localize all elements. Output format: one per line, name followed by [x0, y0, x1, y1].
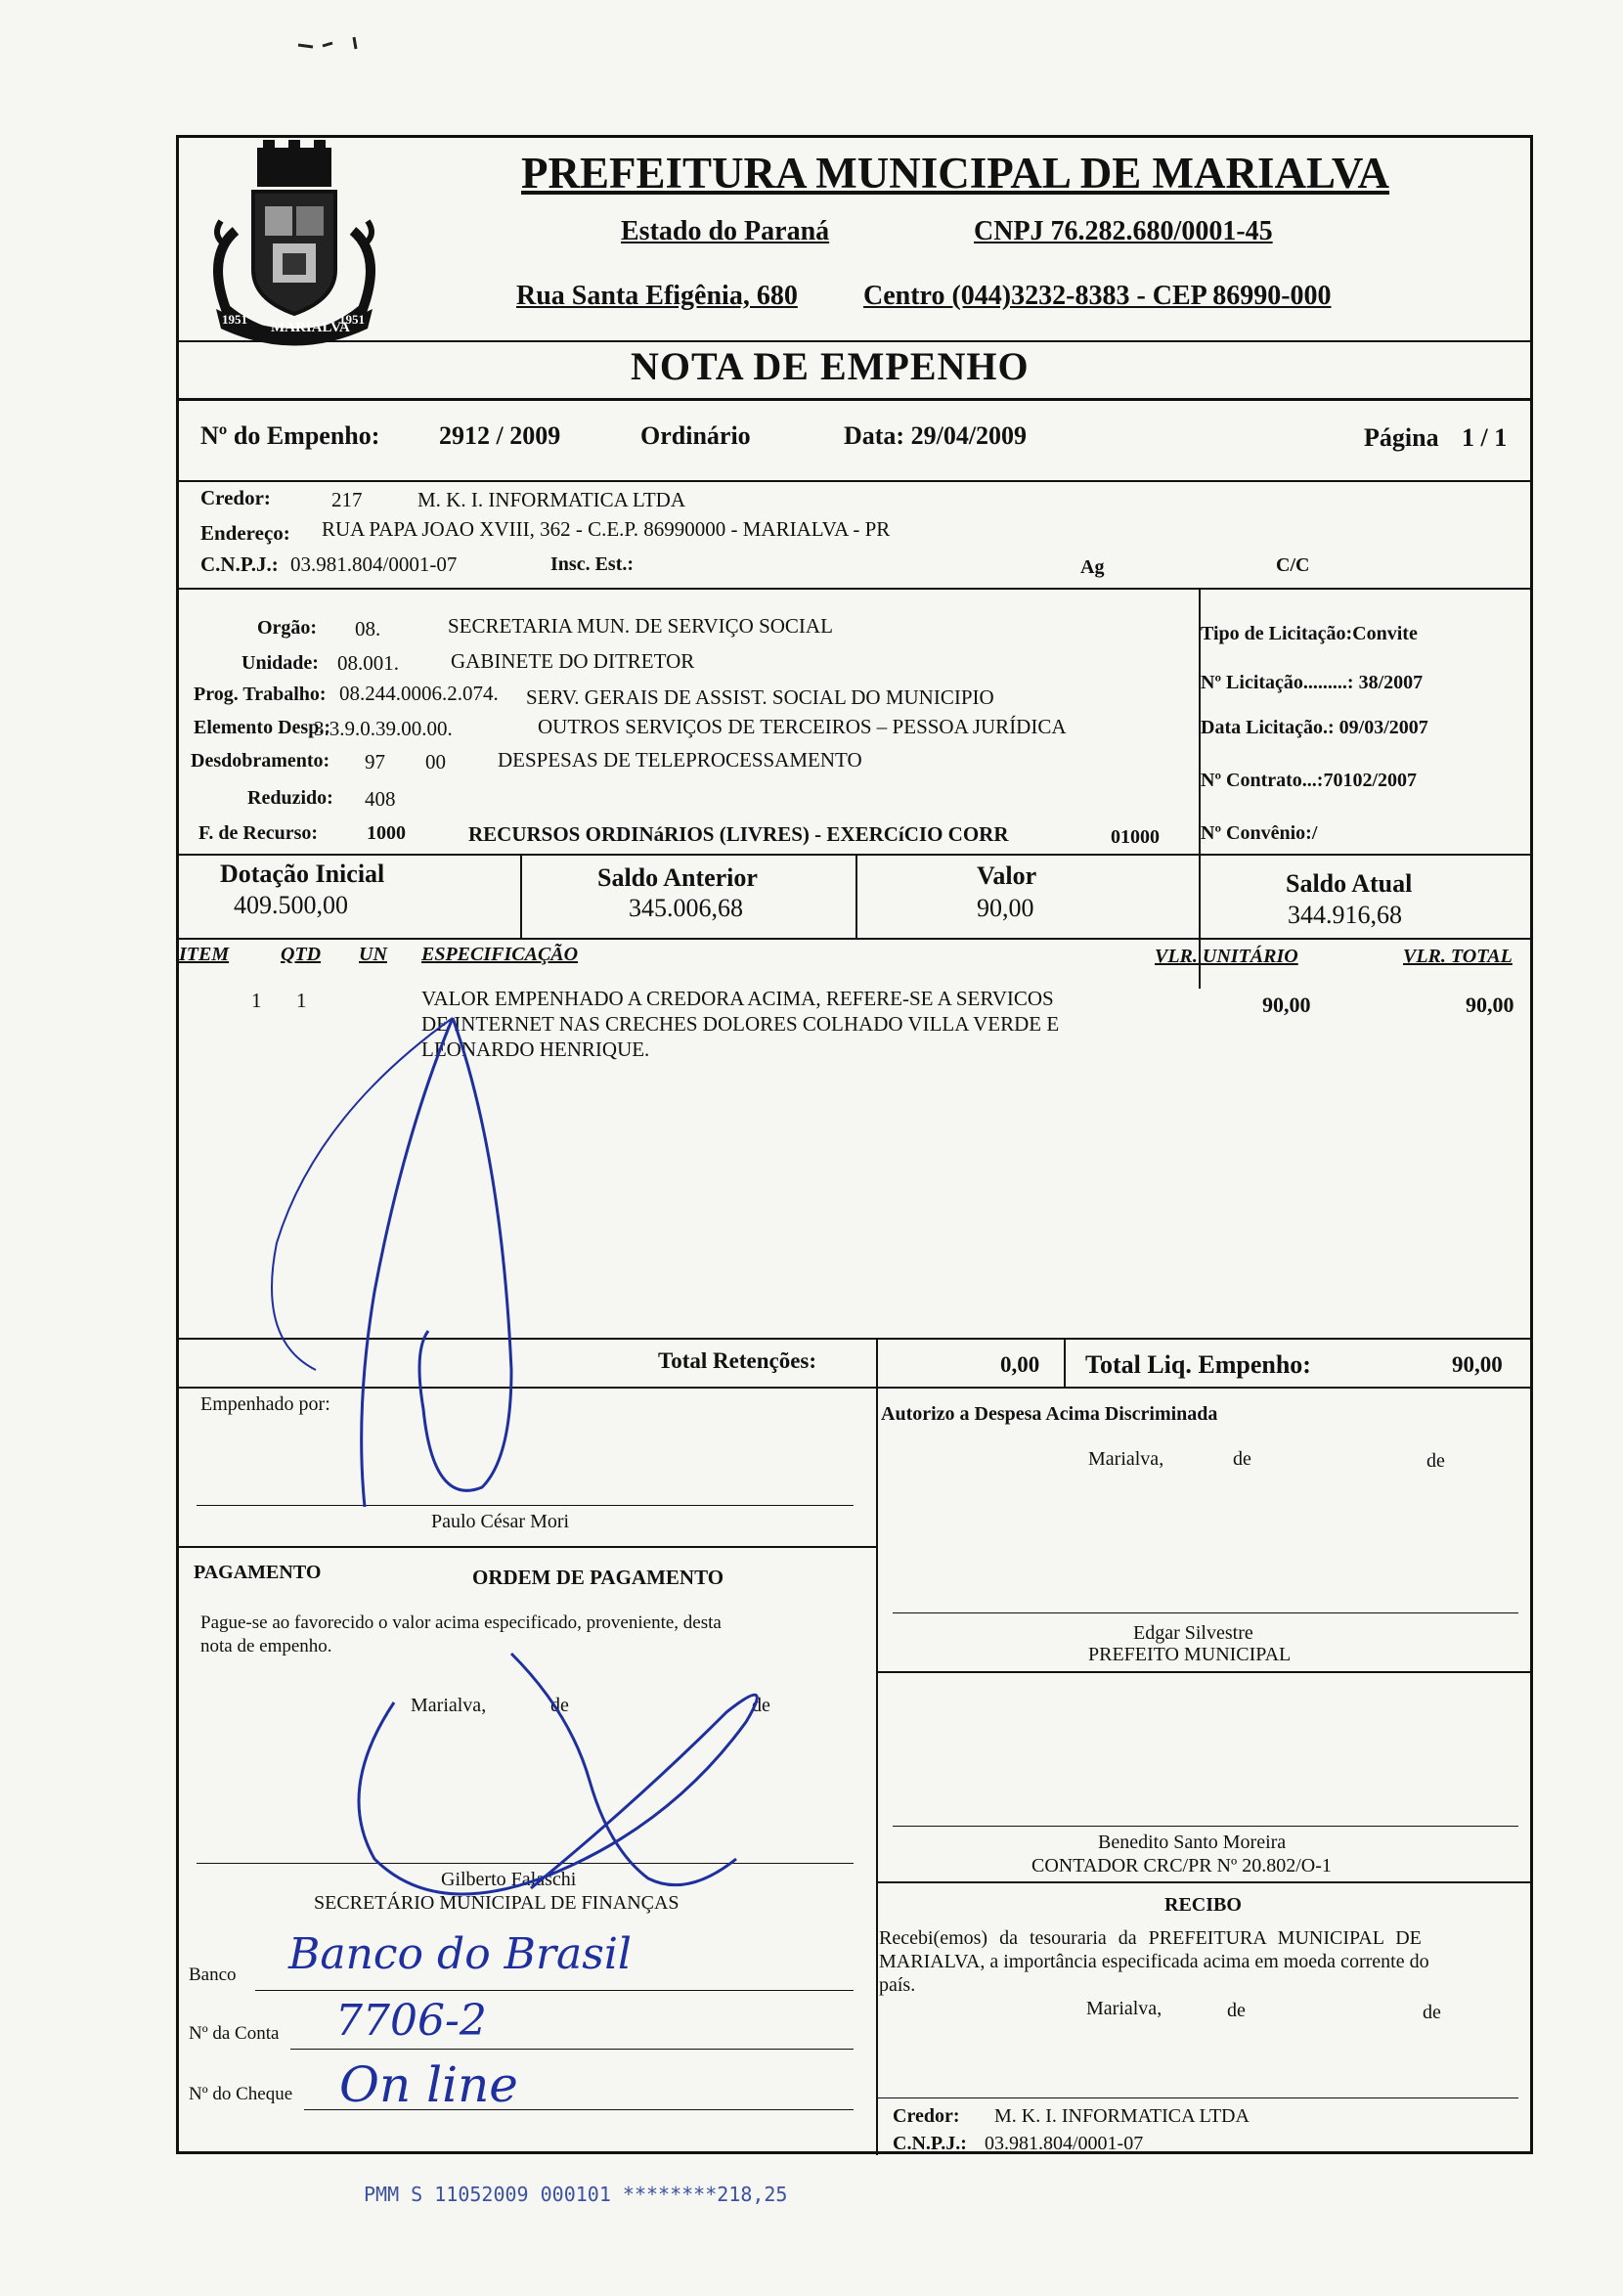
credor-code: 217 [331, 488, 363, 511]
contador-role: CONTADOR CRC/PR Nº 20.802/O-1 [1031, 1855, 1332, 1877]
conta-handwritten: 7706-2 [335, 1996, 487, 2046]
unidade-desc: GABINETE DO DITRETOR [451, 649, 695, 673]
prog-label: Prog. Trabalho: [194, 684, 327, 705]
header-address: Rua Santa Efigênia, 680 [516, 281, 798, 311]
cheque-handwritten: On line [339, 2056, 518, 2113]
credor-label: Credor: [200, 486, 271, 509]
elemento-label: Elemento Desp.: [194, 717, 330, 738]
pagamento-title: PAGAMENTO [194, 1562, 322, 1583]
autorizo-city: Marialva, [1088, 1448, 1164, 1470]
secretario-name: Gilberto Falaschi [441, 1869, 577, 1890]
unidade-label: Unidade: [241, 652, 319, 674]
secretario-role: SECRETÁRIO MUNICIPAL DE FINANÇAS [314, 1892, 680, 1914]
valor-label: Valor [977, 861, 1037, 890]
credor-address: RUA PAPA JOAO XVIII, 362 - C.E.P. 86990000 - MARIALVA - PR [322, 517, 891, 541]
item-number: 1 [251, 989, 262, 1012]
item-unit-value: 90,00 [1262, 993, 1311, 1017]
seal-text: MARIALVA [271, 320, 350, 335]
credor-cnpj: 03.981.804/0001-07 [290, 552, 458, 576]
recibo-text-line-3: país. [879, 1974, 916, 1996]
cheque-label: Nº do Cheque [189, 2084, 293, 2104]
autorizo-title: Autorizo a Despesa Acima Discriminada [881, 1403, 1218, 1425]
item-spec-line-1: VALOR EMPENHADO A CREDORA ACIMA, REFERE-SE A SERVICOS [421, 987, 1054, 1010]
state-name: Estado do Paraná [621, 216, 830, 246]
page-title: PREFEITURA MUNICIPAL DE MARIALVA [521, 149, 1390, 198]
numero-convenio: Nº Convênio:/ [1201, 822, 1318, 844]
prefeito-role: PREFEITO MUNICIPAL [1088, 1644, 1292, 1665]
address-label: Endereço: [200, 521, 290, 545]
orgao-desc: SECRETARIA MUN. DE SERVIÇO SOCIAL [448, 614, 833, 638]
retencoes-value: 0,00 [1000, 1352, 1040, 1377]
item-spec-line-2: DE INTERNET NAS CRECHES DOLORES COLHADO VILLA VERDE E [421, 1012, 1060, 1036]
numero-contrato: Nº Contrato...:70102/2007 [1201, 770, 1418, 791]
elemento-code: 3.3.9.0.39.00.00. [314, 717, 453, 740]
scan-mark [293, 35, 352, 41]
recurso-number: 01000 [1111, 826, 1160, 848]
reduzido-value: 408 [365, 787, 396, 811]
banco-label: Banco [189, 1965, 237, 1985]
pagamento-de-2: de [752, 1695, 770, 1716]
prefeito-name: Edgar Silvestre [1133, 1622, 1253, 1644]
desdobramento-code-1: 97 [365, 750, 385, 773]
recibo-de-1: de [1227, 2000, 1246, 2021]
recibo-title: RECIBO [1164, 1894, 1242, 1916]
prog-desc: SERV. GERAIS DE ASSIST. SOCIAL DO MUNICIPIO [526, 685, 994, 709]
desdobramento-desc: DESPESAS DE TELEPROCESSAMENTO [498, 748, 862, 772]
item-spec-line-3: LEONARDO HENRIQUE. [421, 1038, 650, 1061]
empenho-number-label: Nº do Empenho: [200, 421, 380, 450]
recurso-desc: RECURSOS ORDINáRIOS (LIVRES) - EXERCíCIO CORR [468, 822, 1009, 846]
data-licitacao: Data Licitação.: 09/03/2007 [1201, 717, 1428, 738]
cnpj-label: C.N.P.J.: [200, 552, 279, 576]
insc-est-label: Insc. Est.: [550, 553, 635, 575]
autorizo-de-2: de [1426, 1450, 1445, 1472]
col-item: ITEM [179, 944, 230, 965]
cc-label: C/C [1276, 554, 1310, 576]
liquido-value: 90,00 [1452, 1352, 1503, 1377]
saldo-anterior-value: 345.006,68 [629, 894, 743, 922]
orgao-code: 08. [355, 617, 381, 640]
contador-name: Benedito Santo Moreira [1098, 1832, 1287, 1853]
col-total-value: VLR. TOTAL [1403, 946, 1513, 967]
item-total-value: 90,00 [1466, 993, 1514, 1017]
col-unit-value: VLR. UNITÁRIO [1155, 946, 1298, 967]
signature-empenhado [257, 998, 550, 1526]
page-label: Página [1364, 423, 1439, 452]
footer-stamp: PMM S 11052009 000101 ********218,25 [364, 2183, 788, 2206]
recurso-code: 1000 [367, 822, 406, 844]
recibo-de-2: de [1423, 2002, 1441, 2023]
empenhado-label: Empenhado por: [200, 1393, 330, 1415]
recibo-city: Marialva, [1086, 1998, 1162, 2019]
empenhado-name: Paulo César Mori [431, 1511, 570, 1532]
recibo-cnpj: 03.981.804/0001-07 [985, 2133, 1144, 2154]
orgao-label: Orgão: [257, 617, 318, 639]
saldo-atual-value: 344.916,68 [1288, 901, 1402, 929]
elemento-desc: OUTROS SERVIÇOS DE TERCEIROS – PESSOA JURÍDICA [538, 715, 1067, 738]
reduzido-label: Reduzido: [247, 787, 333, 809]
item-qtd: 1 [296, 989, 307, 1012]
recibo-credor-label: Credor: [893, 2105, 960, 2127]
pagamento-city: Marialva, [411, 1695, 487, 1716]
ag-label: Ag [1080, 556, 1105, 578]
col-spec: ESPECIFICAÇÃO [421, 944, 579, 965]
recibo-credor: M. K. I. INFORMATICA LTDA [994, 2105, 1250, 2127]
nota-empenho-form [176, 135, 1533, 2154]
empenho-type: Ordinário [640, 421, 751, 450]
col-qtd: QTD [281, 944, 322, 965]
coat-of-arms-icon [197, 138, 392, 348]
recibo-text-line-1: Recebi(emos) da tesouraria da PREFEITURA MUNICIPAL DE [879, 1927, 1422, 1949]
dotacao-label: Dotação Inicial [220, 860, 385, 888]
col-un: UN [359, 944, 387, 965]
desdobramento-code-2: 00 [425, 750, 446, 773]
header-contact: Centro (044)3232-8383 - CEP 86990-000 [863, 281, 1332, 311]
recibo-text-line-2: MARIALVA, a importância especificada acima em moeda corrente do [879, 1951, 1429, 1972]
liquido-label: Total Liq. Empenho: [1085, 1350, 1311, 1379]
pagamento-text-line-2: nota de empenho. [200, 1636, 332, 1656]
seal-year-left: 1951 [222, 312, 247, 327]
dotacao-value: 409.500,00 [234, 891, 348, 919]
saldo-atual-label: Saldo Atual [1286, 869, 1413, 898]
desdobramento-label: Desdobramento: [191, 750, 330, 772]
prog-code: 08.244.0006.2.074. [339, 682, 499, 705]
empenho-number: 2912 / 2009 [439, 421, 561, 450]
tipo-licitacao: Tipo de Licitação:Convite [1201, 623, 1418, 644]
pagamento-de-1: de [550, 1695, 569, 1716]
autorizo-de-1: de [1233, 1448, 1251, 1470]
numero-licitacao: Nº Licitação.........: 38/2007 [1201, 672, 1424, 693]
page-number: 1 / 1 [1462, 423, 1508, 452]
recurso-label: F. de Recurso: [198, 822, 319, 844]
pagamento-text-line-1: Pague-se ao favorecido o valor acima especificado, proveniente, desta [200, 1612, 722, 1633]
valor-value: 90,00 [977, 894, 1034, 922]
signature-secretario [316, 1634, 883, 1918]
ordem-pagamento-title: ORDEM DE PAGAMENTO [472, 1566, 724, 1589]
banco-handwritten: Banco do Brasil [288, 1929, 632, 1979]
credor-name: M. K. I. INFORMATICA LTDA [417, 488, 685, 511]
document-title: NOTA DE EMPENHO [631, 344, 1030, 388]
unidade-code: 08.001. [337, 651, 399, 675]
empenho-date: Data: 29/04/2009 [844, 421, 1028, 450]
conta-label: Nº da Conta [189, 2023, 280, 2044]
seal-year-right: 1951 [339, 312, 365, 327]
saldo-anterior-label: Saldo Anterior [597, 863, 758, 892]
retencoes-label: Total Retenções: [658, 1348, 817, 1373]
recibo-cnpj-label: C.N.P.J.: [893, 2133, 967, 2154]
header-cnpj: CNPJ 76.282.680/0001-45 [974, 216, 1273, 246]
